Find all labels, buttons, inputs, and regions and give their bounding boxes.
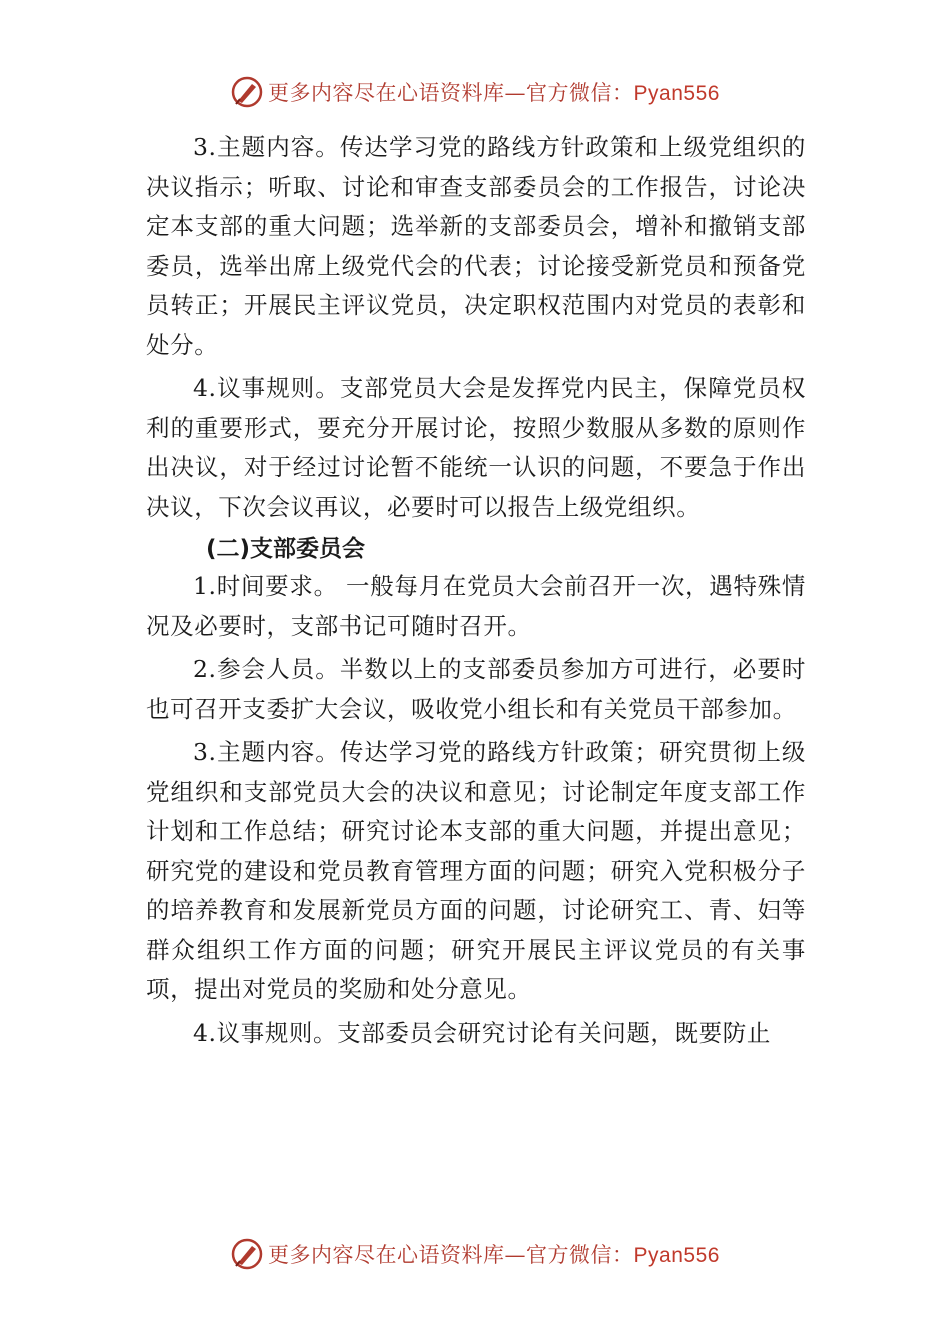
paragraph: 3.主题内容。传达学习党的路线方针政策；研究贯彻上级党组织和支部党员大会的决议和意见；讨论制定年度支部工作计划和工作总结；研究讨论本支部的重大问题，并提出意见；研究党的建设和党员教育管理方面的问题；研究入党积极分子的培养教育和发展新党员方面的问题，讨论研究工、青、妇等群众组织工作方面的问题；研究开展民主评议党员的有关事项，提出对党员的奖励和处分意见。 — [146, 738, 806, 1003]
paragraph: 4.议事规则。支部委员会研究讨论有关问题，既要防止 — [193, 1018, 771, 1047]
watermark-text: 更多内容尽在心语资料库—官方微信：Pyan556 — [268, 1243, 720, 1267]
paragraph: 1.时间要求。 一般每月在党员大会前召开一次，遇特殊情况及必要时，支部书记可随时召开。 — [146, 572, 806, 640]
watermark-id: Pyan556 — [633, 1244, 720, 1267]
watermark-text: 更多内容尽在心语资料库—官方微信：Pyan556 — [268, 81, 720, 105]
document-body — [146, 128, 806, 1053]
section-heading: (二)支部委员会 — [206, 536, 366, 562]
paragraph: 2.参会人员。半数以上的支部委员参加方可进行，必要时也可召开支委扩大会议，吸收党小组长和有关党员干部参加。 — [146, 655, 806, 723]
paragraph: 4.议事规则。支部党员大会是发挥党内民主，保障党员权利的重要形式，要充分开展讨论，按照少数服从多数的原则作出决议，对于经过讨论暂不能统一认识的问题，不要急于作出决议，下次会议再议，必要时可以报告上级党组织。 — [146, 374, 806, 521]
header-watermark — [0, 72, 950, 112]
watermark-id: Pyan556 — [633, 82, 720, 105]
pen-nib-icon — [230, 75, 264, 109]
paragraph: 3.主题内容。传达学习党的路线方针政策和上级党组织的决议指示；听取、讨论和审查支部委员会的工作报告，讨论决定本支部的重大问题；选举新的支部委员会，增补和撤销支部委员，选举出席上级党代会的代表；讨论接受新党员和预备党员转正；开展民主评议党员，决定职权范围内对党员的表彰和处分。 — [146, 133, 806, 359]
footer-watermark — [0, 1234, 950, 1274]
pen-nib-icon — [230, 1237, 264, 1271]
